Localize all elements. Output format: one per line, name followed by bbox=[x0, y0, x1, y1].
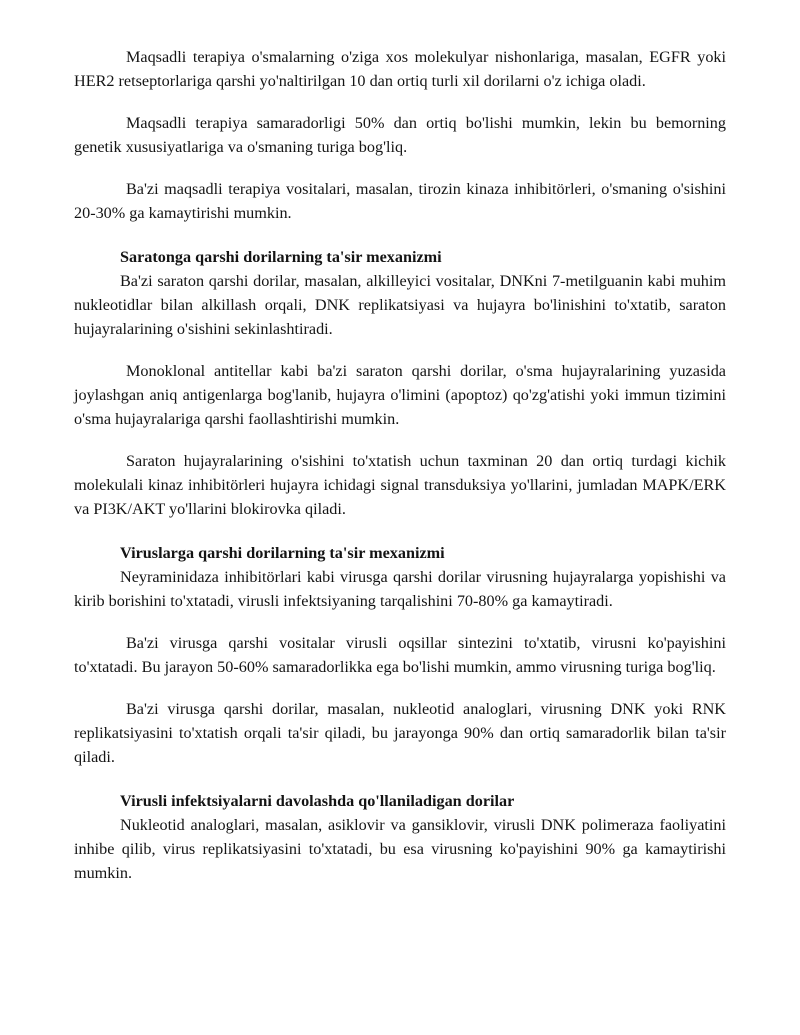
paragraph-alkylating-agents: Ba'zi saraton qarshi dorilar, masalan, alkilleyici vositalar, DNKni 7-metilguanin kabi muhim nukleotidlar bilan alkillash orqali, DNK replikatsiyasi va hujayra bo'linishini to'xtatib, saraton hujayralarining o'sishini sekinlashtiradi. bbox=[74, 272, 726, 338]
paragraph-nucleotide-analogs-replication: Ba'zi virusga qarshi dorilar, masalan, nukleotid analoglari, virusning DNK yoki RNK replikatsiyasini to'xtatish orqali ta'sir qiladi, bu jarayonga 90% dan ortiq samaradorlik bilan ta'sir qiladi. bbox=[74, 700, 726, 766]
paragraph-tyrosine-kinase: Ba'zi maqsadli terapiya vositalari, masalan, tirozin kinaza inhibitörleri, o'smaning o'sishini 20-30% ga kamaytirishi mumkin. bbox=[74, 180, 726, 222]
paragraph-monoclonal-antibodies: Monoklonal antitellar kabi ba'zi saraton qarshi dorilar, o'sma hujayralarining yuzasida joylashgan aniq antigenlarga bog'lanib, hujayra o'limini (apoptoz) qo'zg'atishi yoki immun tizimini o'sma hujayralariga qarshi faollashtirishi mumkin. bbox=[74, 362, 726, 428]
section-heading-antiviral-mechanism: Viruslarga qarshi dorilarning ta'sir mexanizmi bbox=[120, 544, 445, 562]
section-heading-anticancer-mechanism: Saratonga qarshi dorilarning ta'sir mexanizmi bbox=[120, 248, 442, 266]
paragraph-kinase-inhibitors: Saraton hujayralarining o'sishini to'xtatish uchun taxminan 20 dan ortiq turdagi kichik molekulali kinaz inhibitörleri hujayra ichidagi signal transduksiya yo'llarini, jumladan MAPK/ERK va PI3K/AKT yo'llarini blokirovka qiladi. bbox=[74, 452, 726, 518]
paragraph-protein-synthesis: Ba'zi virusga qarshi vositalar virusli oqsillar sintezini to'xtatib, virusni ko'payishini to'xtatadi. Bu jarayon 50-60% samaradorlikka ega bo'lishi mumkin, ammo virusning turiga bog'liq. bbox=[74, 634, 726, 676]
section-heading-antiviral-drugs: Virusli infektsiyalarni davolashda qo'llaniladigan dorilar bbox=[120, 792, 515, 810]
paragraph-targeted-therapy-efficacy: Maqsadli terapiya samaradorligi 50% dan ortiq bo'lishi mumkin, lekin bu bemorning genetik xususiyatlariga va o'smaning turiga bog'liq. bbox=[74, 114, 726, 156]
paragraph-neuraminidase-inhibitors: Neyraminidaza inhibitörlari kabi virusga qarshi dorilar virusning hujayralarga yopishishi va kirib borishini to'xtatadi, virusli infektsiyaning tarqalishini 70-80% ga kamaytiradi. bbox=[74, 568, 726, 610]
paragraph-acyclovir-ganciclovir: Nukleotid analoglari, masalan, asiklovir va gansiklovir, virusli DNK polimeraza faoliyatini inhibe qilib, virus replikatsiyasini to'xtatadi, bu esa virusning ko'payishini 90% ga kamaytirishi mumkin. bbox=[74, 816, 726, 882]
paragraph-targeted-therapy-drugs: Maqsadli terapiya o'smalarning o'ziga xos molekulyar nishonlariga, masalan, EGFR yoki HER2 retseptorlariga qarshi yo'naltirilgan 10 dan ortiq turli xil dorilarni o'z ichiga oladi. bbox=[74, 48, 726, 90]
